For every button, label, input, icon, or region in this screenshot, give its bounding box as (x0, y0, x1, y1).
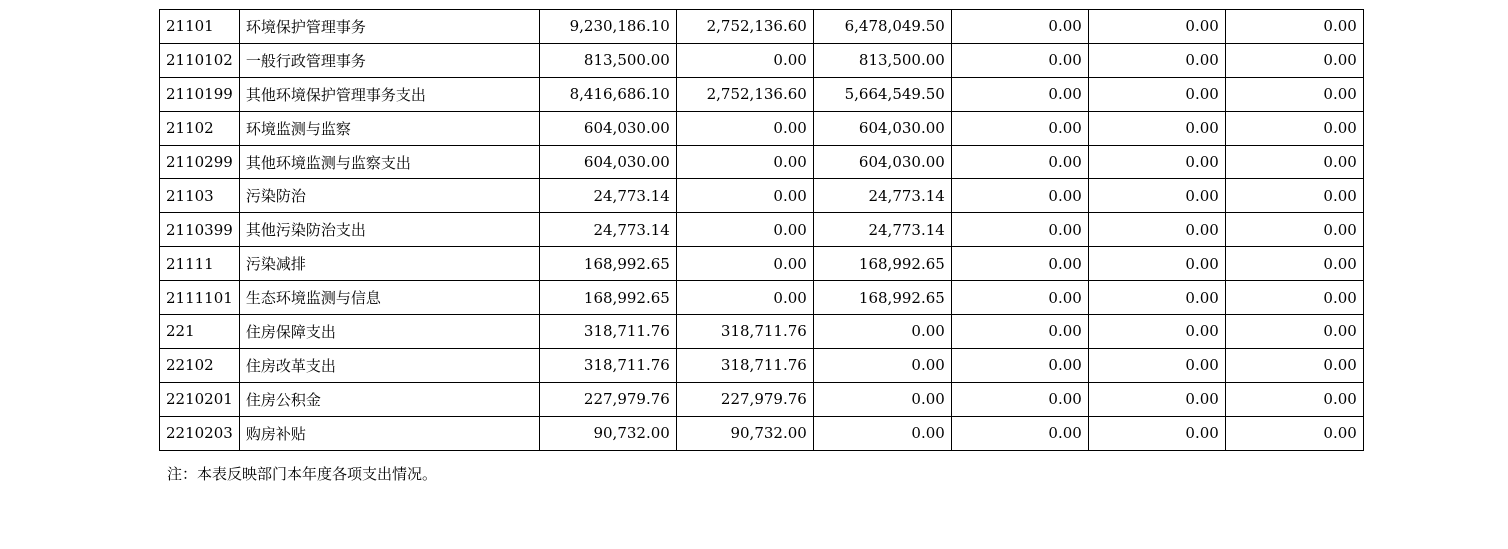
cell-total: 318,711.76 (539, 348, 676, 382)
cell-amount-col8: 0.00 (1225, 348, 1363, 382)
cell-total: 604,030.00 (539, 145, 676, 179)
cell-amount-col7: 0.00 (1088, 247, 1225, 281)
cell-project-expenditure: 604,030.00 (813, 111, 951, 145)
cell-amount-col6: 0.00 (951, 43, 1088, 77)
cell-subject-name: 住房保障支出 (239, 315, 539, 349)
cell-project-expenditure: 168,992.65 (813, 281, 951, 315)
cell-amount-col6: 0.00 (951, 382, 1088, 416)
cell-total: 813,500.00 (539, 43, 676, 77)
cell-subject-code: 2210203 (160, 416, 240, 450)
cell-amount-col8: 0.00 (1225, 111, 1363, 145)
table-row (160, 213, 1364, 247)
cell-amount-col7: 0.00 (1088, 145, 1225, 179)
cell-subject-code: 21103 (160, 179, 240, 213)
cell-project-expenditure: 24,773.14 (813, 213, 951, 247)
cell-amount-col7: 0.00 (1088, 213, 1225, 247)
cell-project-expenditure: 24,773.14 (813, 179, 951, 213)
cell-project-expenditure: 6,478,049.50 (813, 10, 951, 44)
expenditure-table (159, 9, 1364, 451)
cell-subject-code: 22102 (160, 348, 240, 382)
cell-subject-name: 住房公积金 (239, 382, 539, 416)
cell-amount-col8: 0.00 (1225, 179, 1363, 213)
cell-total: 227,979.76 (539, 382, 676, 416)
cell-amount-col8: 0.00 (1225, 213, 1363, 247)
cell-total: 24,773.14 (539, 179, 676, 213)
cell-subject-name: 住房改革支出 (239, 348, 539, 382)
cell-basic-expenditure: 0.00 (676, 145, 813, 179)
table-row (160, 111, 1364, 145)
table-row (160, 416, 1364, 450)
cell-amount-col6: 0.00 (951, 315, 1088, 349)
cell-project-expenditure: 5,664,549.50 (813, 77, 951, 111)
cell-amount-col7: 0.00 (1088, 111, 1225, 145)
cell-subject-code: 2110102 (160, 43, 240, 77)
cell-subject-name: 其他环境监测与监察支出 (239, 145, 539, 179)
cell-project-expenditure: 0.00 (813, 416, 951, 450)
cell-subject-name: 环境保护管理事务 (239, 10, 539, 44)
table-row (160, 77, 1364, 111)
cell-subject-name: 污染减排 (239, 247, 539, 281)
cell-subject-code: 2110199 (160, 77, 240, 111)
cell-project-expenditure: 0.00 (813, 315, 951, 349)
cell-total: 318,711.76 (539, 315, 676, 349)
cell-subject-code: 21111 (160, 247, 240, 281)
cell-subject-code: 221 (160, 315, 240, 349)
cell-subject-code: 21102 (160, 111, 240, 145)
cell-subject-name: 其他环境保护管理事务支出 (239, 77, 539, 111)
cell-total: 604,030.00 (539, 111, 676, 145)
cell-basic-expenditure: 0.00 (676, 213, 813, 247)
cell-project-expenditure: 0.00 (813, 382, 951, 416)
cell-amount-col7: 0.00 (1088, 77, 1225, 111)
cell-subject-code: 2110299 (160, 145, 240, 179)
cell-subject-code: 21101 (160, 10, 240, 44)
cell-project-expenditure: 168,992.65 (813, 247, 951, 281)
cell-subject-name: 环境监测与监察 (239, 111, 539, 145)
cell-amount-col7: 0.00 (1088, 416, 1225, 450)
table-row (160, 382, 1364, 416)
table-row (160, 10, 1364, 44)
table-row (160, 281, 1364, 315)
table-footnote: 注：本表反映部门本年度各项支出情况。 (167, 465, 438, 483)
table-row (160, 348, 1364, 382)
cell-amount-col8: 0.00 (1225, 416, 1363, 450)
cell-basic-expenditure: 0.00 (676, 179, 813, 213)
cell-amount-col7: 0.00 (1088, 348, 1225, 382)
cell-total: 9,230,186.10 (539, 10, 676, 44)
cell-basic-expenditure: 0.00 (676, 247, 813, 281)
table-row (160, 43, 1364, 77)
table-row (160, 247, 1364, 281)
cell-total: 168,992.65 (539, 247, 676, 281)
cell-total: 8,416,686.10 (539, 77, 676, 111)
cell-amount-col7: 0.00 (1088, 179, 1225, 213)
cell-basic-expenditure: 90,732.00 (676, 416, 813, 450)
table-row (160, 315, 1364, 349)
cell-amount-col7: 0.00 (1088, 10, 1225, 44)
table-body (160, 10, 1364, 451)
cell-basic-expenditure: 318,711.76 (676, 348, 813, 382)
cell-basic-expenditure: 2,752,136.60 (676, 10, 813, 44)
cell-basic-expenditure: 0.00 (676, 43, 813, 77)
cell-basic-expenditure: 318,711.76 (676, 315, 813, 349)
cell-project-expenditure: 0.00 (813, 348, 951, 382)
expenditure-table-container (159, 9, 1364, 451)
cell-basic-expenditure: 0.00 (676, 281, 813, 315)
cell-amount-col6: 0.00 (951, 416, 1088, 450)
cell-total: 24,773.14 (539, 213, 676, 247)
cell-amount-col8: 0.00 (1225, 382, 1363, 416)
cell-amount-col8: 0.00 (1225, 281, 1363, 315)
cell-amount-col6: 0.00 (951, 179, 1088, 213)
table-row (160, 179, 1364, 213)
cell-amount-col6: 0.00 (951, 348, 1088, 382)
cell-amount-col7: 0.00 (1088, 43, 1225, 77)
cell-amount-col8: 0.00 (1225, 247, 1363, 281)
cell-amount-col6: 0.00 (951, 247, 1088, 281)
cell-amount-col6: 0.00 (951, 77, 1088, 111)
cell-amount-col6: 0.00 (951, 111, 1088, 145)
cell-total: 90,732.00 (539, 416, 676, 450)
cell-subject-name: 一般行政管理事务 (239, 43, 539, 77)
cell-amount-col8: 0.00 (1225, 77, 1363, 111)
cell-project-expenditure: 813,500.00 (813, 43, 951, 77)
cell-amount-col8: 0.00 (1225, 43, 1363, 77)
cell-subject-name: 其他污染防治支出 (239, 213, 539, 247)
cell-amount-col7: 0.00 (1088, 382, 1225, 416)
cell-amount-col8: 0.00 (1225, 315, 1363, 349)
cell-amount-col6: 0.00 (951, 10, 1088, 44)
cell-basic-expenditure: 2,752,136.60 (676, 77, 813, 111)
cell-amount-col6: 0.00 (951, 281, 1088, 315)
cell-subject-name: 购房补贴 (239, 416, 539, 450)
cell-amount-col8: 0.00 (1225, 10, 1363, 44)
cell-project-expenditure: 604,030.00 (813, 145, 951, 179)
cell-amount-col7: 0.00 (1088, 315, 1225, 349)
cell-subject-code: 2110399 (160, 213, 240, 247)
cell-basic-expenditure: 227,979.76 (676, 382, 813, 416)
cell-subject-code: 2111101 (160, 281, 240, 315)
cell-amount-col7: 0.00 (1088, 281, 1225, 315)
cell-subject-name: 污染防治 (239, 179, 539, 213)
cell-subject-code: 2210201 (160, 382, 240, 416)
table-row (160, 145, 1364, 179)
cell-basic-expenditure: 0.00 (676, 111, 813, 145)
cell-amount-col6: 0.00 (951, 145, 1088, 179)
cell-subject-name: 生态环境监测与信息 (239, 281, 539, 315)
cell-total: 168,992.65 (539, 281, 676, 315)
cell-amount-col8: 0.00 (1225, 145, 1363, 179)
cell-amount-col6: 0.00 (951, 213, 1088, 247)
